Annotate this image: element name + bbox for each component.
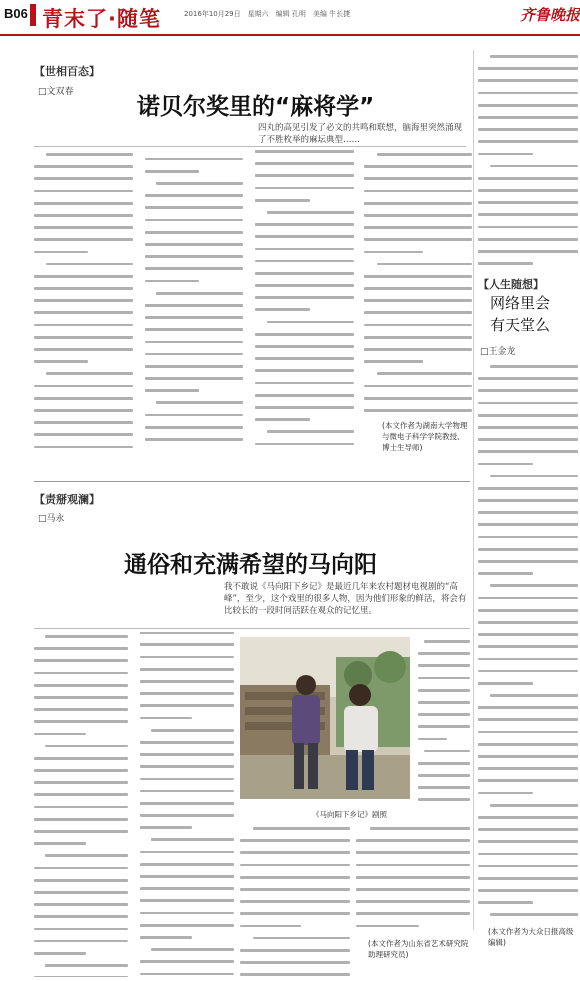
sidebar-body-top: [478, 52, 578, 272]
drama-still-image: [240, 637, 410, 799]
drama-still-photo: [240, 637, 410, 799]
sidebar-headline: 网络里会有天堂么: [490, 294, 551, 334]
sidebar-author: □王金龙: [480, 347, 516, 357]
article1-top-rule: [34, 146, 466, 147]
article1-section-tag: 【世相百态】: [34, 65, 100, 78]
article2-author: □马永: [38, 514, 65, 524]
article2-body-mid: [240, 824, 350, 980]
sidebar-section-tag: 【人生随想】: [478, 278, 544, 291]
header-accent-bar: [30, 4, 36, 26]
article1-subtitle: 四丸的高见引发了必文的共鸣和联想，脑海里突然涌现了不胜枚举的麻坛典型……: [258, 123, 463, 145]
page-header: [0, 0, 580, 36]
sidebar-divider: [473, 50, 474, 930]
page-number: B06: [4, 6, 28, 21]
article2-top-rule: [34, 481, 470, 482]
article1-body-left: [34, 150, 354, 450]
photo-caption: 《马向阳下乡记》剧照: [312, 810, 387, 819]
sidebar-author-note: (本文作者为大众日报高级编辑): [488, 927, 574, 947]
article1-body-right: [364, 150, 472, 415]
article1-author: □文双春: [38, 87, 74, 97]
article2-sub-rule: [34, 628, 470, 629]
date-info: 2016年10月29日 星期六 编辑 孔明 美编 牛长捷: [184, 10, 351, 18]
article2-body-left: [34, 632, 234, 977]
newspaper-logo: 齐鲁晚报: [520, 6, 580, 24]
article1-headline: 诺贝尔奖里的“麻将学”: [137, 94, 375, 120]
article2-body-right-top: [418, 637, 470, 803]
article2-headline: 通俗和充满希望的马向阳: [124, 552, 377, 578]
article2-body-right: [356, 824, 470, 934]
column-title: 青末了·随笔: [42, 7, 161, 31]
article1-author-note: (本文作者为湖南大学物理与微电子科学学院教授、博士生导师): [382, 421, 468, 452]
article2-author-note: (本文作者为山东省艺术研究院助理研究员): [368, 939, 469, 959]
article2-subtitle: 我不敢说《马向阳下乡记》是最近几年来农村题材电视剧的“高峰”，至少，这个戏里的很多人物，因为他们形象的鲜活，将会有比较长的一段时间活跃在观众的记忆里。: [224, 582, 467, 616]
article2-section-tag: 【责掰观澜】: [34, 493, 100, 506]
sidebar-body: [478, 362, 578, 918]
